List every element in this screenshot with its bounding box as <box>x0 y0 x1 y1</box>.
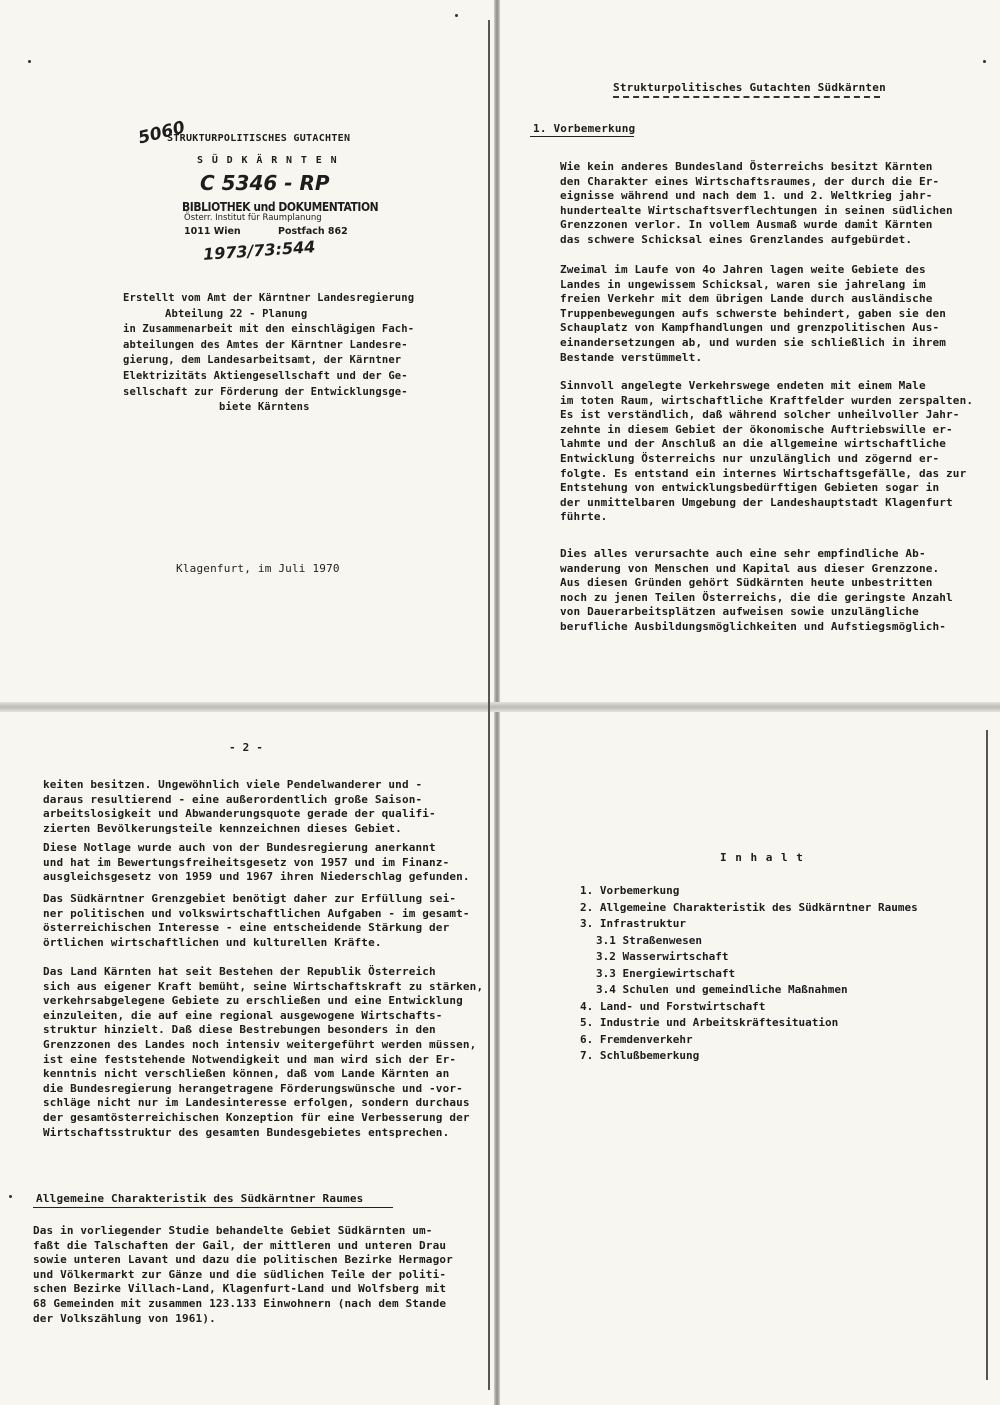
paragraph <box>43 892 470 950</box>
text-line: Das Land Kärnten hat seit Bestehen der Republik Österreich <box>43 965 436 978</box>
text-line: österreichischen Interesse - eine entscheidende Stärkung der <box>43 921 450 935</box>
call-number: C 5346 - RP <box>200 171 330 195</box>
paragraph <box>43 841 470 885</box>
text-line: Diese Notlage wurde auch von der Bundesregierung anerkannt <box>43 841 436 854</box>
text-line: einandersetzungen ab, und wurden sie schließlich in ihrem <box>560 335 947 349</box>
text-line: Truppenbewegungen aufs schwerste behindert, gaben sie den <box>560 306 947 320</box>
text-line: daraus resultierend - eine außerordentlich große Saison- <box>43 792 423 806</box>
paragraph <box>43 778 436 836</box>
paragraph <box>560 160 953 248</box>
page-number: - 2 - <box>229 741 264 754</box>
text-line: faßt die Talschaften der Gail, der mittleren und unteren Drau <box>33 1238 447 1252</box>
heading-underline <box>33 1207 393 1208</box>
title-line-1: STRUKTURPOLITISCHES GUTACHTEN <box>167 133 351 144</box>
text-line: ist eine feststehende Notwendigkeit und man wird sich der Er- <box>43 1052 457 1066</box>
text-line: keiten besitzen. Ungewöhnlich viele Pendelwanderer und - <box>43 778 423 791</box>
contents-heading: I n h a l t <box>720 851 804 864</box>
dust-speck <box>28 60 31 63</box>
text-line: Wie kein anderes Bundesland Österreichs besitzt Kärnten <box>560 160 933 173</box>
page-header: Strukturpolitisches Gutachten Südkärnten <box>613 81 886 94</box>
text-line: hundertealte Wirtschaftsverflechtungen in seinen südlichen <box>560 203 953 217</box>
text-line: kenntnis nicht verschließen können, daß vom Lande Kärnten an <box>43 1067 450 1081</box>
text-line: und Völkermarkt zur Gänze und die südlichen Teile der politi- <box>33 1267 447 1281</box>
text-line: Entstehung von entwicklungsbedürftigen Gebieten sogar in <box>560 481 940 495</box>
credits-line: biete Kärntens <box>219 401 310 414</box>
text-line: freien Verkehr mit dem übrigen Lande durch ausländische <box>560 292 933 306</box>
stamp-address: 1011 Wien <box>184 226 241 237</box>
credits-line: Abteilung 22 - Planung <box>165 307 308 320</box>
section-heading: 1. Vorbemerkung <box>533 122 636 135</box>
place-date: Klagenfurt, im Juli 1970 <box>176 562 340 575</box>
text-line: Es ist verständlich, daß während solcher unheilvoller Jahr- <box>560 408 960 422</box>
credits-line: Erstellt vom Amt der Kärntner Landesregierung <box>123 292 415 304</box>
text-line: zierten Bevölkerungsteile kennzeichnen dieses Gebiet. <box>43 821 402 835</box>
contents-item: 6. Fremdenverkehr <box>580 1032 693 1046</box>
contents-item: 3.1 Straßenwesen <box>596 933 702 947</box>
credits-line: in Zusammenarbeit mit den einschlägigen Fach- <box>123 323 415 336</box>
text-line: sich aus eigener Kraft bemüht, seine Wirtschaftskraft zu stärken, <box>43 979 484 993</box>
text-line: Entwicklung Österreichs nur unzulänglich und zögernd er- <box>560 451 940 465</box>
text-line: noch zu jenen Teilen Österreichs, die die geringste Anzahl <box>560 590 953 604</box>
text-line: ner politischen und volkswirtschaftlichen Aufgaben - im gesamt- <box>43 906 470 920</box>
stamp-po-box: Postfach 862 <box>278 226 348 237</box>
text-line: führte. <box>560 510 608 524</box>
dust-speck <box>455 14 458 17</box>
text-line: ausgleichsgesetz von 1959 und 1967 ihren Niederschlag gefunden. <box>43 870 470 884</box>
text-line: zehnte in diesem Gebiet der ökonomische Auftriebswille er- <box>560 422 953 436</box>
text-line: schläge nicht nur im Landesinteresse erfolgen, sondern durchaus <box>43 1096 470 1110</box>
text-line: lahmte und der Anschluß an die allgemeine wirtschaftliche <box>560 437 947 451</box>
text-line: verkehrsabgelegene Gebiete zu erschließen und eine Entwicklung <box>43 994 463 1008</box>
heading-underline <box>530 136 634 137</box>
text-line: Das in vorliegender Studie behandelte Gebiet Südkärnten um- <box>33 1224 433 1237</box>
text-line: von Dauerarbeitsplätzen aufweisen sowie unzulängliche <box>560 605 919 619</box>
text-line: Wirtschaftsstruktur des gesamten Bundesgebietes entsprechen. <box>43 1125 450 1139</box>
section-heading: Allgemeine Charakteristik des Südkärntner Raumes <box>36 1192 364 1205</box>
contents-item: 3.3 Energiewirtschaft <box>596 966 736 980</box>
text-line: den Charakter eines Wirtschaftsraumes, der durch die Er- <box>560 174 940 188</box>
text-line: die Bundesregierung herangetragene Förderungswünsche und -vor- <box>43 1081 463 1095</box>
dust-speck <box>9 1195 12 1198</box>
text-line: 68 Gemeinden mit zusammen 123.133 Einwohnern (nach dem Stande <box>33 1296 447 1310</box>
credits-block <box>123 291 414 416</box>
text-line: struktur hinzielt. Daß diese Bestrebungen besonders in den <box>43 1023 436 1037</box>
text-line: Das Südkärntner Grenzgebiet benötigt daher zur Erfüllung sei- <box>43 892 457 905</box>
text-line: arbeitslosigkeit und Abwanderungsquote gerade der qualifi- <box>43 807 436 821</box>
credits-line: gierung, dem Landesarbeitsamt, der Kärntner <box>123 354 402 367</box>
text-line: berufliche Ausbildungsmöglichkeiten und Aufstiegsmöglich- <box>560 619 947 633</box>
text-line: Sinnvoll angelegte Verkehrswege endeten mit einem Male <box>560 379 926 392</box>
text-line: Grenzzonen verlor. In vollem Ausmaß wurde damit Kärnten <box>560 218 933 232</box>
paragraph <box>560 263 946 365</box>
header-underline <box>613 96 880 98</box>
text-line: Landes in ungewissem Schicksal, waren sie jahrelang im <box>560 277 926 291</box>
text-line: Bestande verstümmelt. <box>560 350 703 364</box>
contents-item: 2. Allgemeine Charakteristik des Südkärntner Raumes <box>580 900 918 914</box>
text-line: der gesamtösterreichischen Konzeption für eine Verbesserung der <box>43 1110 470 1124</box>
contents-item: 7. Schlußbemerkung <box>580 1049 700 1062</box>
contents-item: 3. Infrastruktur <box>580 917 686 930</box>
paragraph <box>33 1224 453 1326</box>
contents-item: 3.4 Schulen und gemeindliche Maßnahmen <box>596 983 848 996</box>
contents-list <box>580 883 918 1065</box>
text-line: Dies alles verursachte auch eine sehr empfindliche Ab- <box>560 547 926 560</box>
text-line: eignisse während und nach dem 1. und 2. Weltkrieg jahr- <box>560 189 933 203</box>
library-stamp <box>182 199 379 245</box>
text-line: der Volkszählung von 1961). <box>33 1311 216 1325</box>
text-line: Zweimal im Laufe von 4o Jahren lagen weite Gebiete des <box>560 263 926 276</box>
text-line: wanderung von Menschen und Kapital aus dieser Grenzzone. <box>560 561 940 575</box>
text-line: im toten Raum, wirtschaftliche Kraftfelder wurden zerspalten. <box>560 393 974 407</box>
stamp-title: BIBLIOTHEK und DOKUMENTATION <box>182 199 379 214</box>
handwritten-number: 5060 <box>136 117 188 149</box>
text-line: sowie unteren Lavant und dazu die politischen Bezirke Hermagor <box>33 1253 453 1267</box>
text-line: Schauplatz von Kampfhandlungen und grenzpolitischen Aus- <box>560 321 940 335</box>
credits-line: sellschaft zur Förderung der Entwicklungsge- <box>123 385 408 398</box>
text-line: schen Bezirke Villach-Land, Klagenfurt-Land und Wolfsberg mit <box>33 1282 447 1296</box>
contents-item: 4. Land- und Forstwirtschaft <box>580 999 766 1013</box>
text-line: der unmittelbaren Umgebung der Landeshauptstadt Klagenfurt <box>560 495 953 509</box>
title-line-2: S Ü D K Ä R N T E N <box>197 155 338 166</box>
stamp-institution: Österr. Institut für Raumplanung <box>184 213 322 223</box>
contents-item: 3.2 Wasserwirtschaft <box>596 950 729 963</box>
handwritten-code: 1973/73:544 <box>202 237 316 264</box>
text-line: Aus diesen Gründen gehört Südkärnten heute unbestritten <box>560 576 933 590</box>
text-line: einzuleiten, die auf eine regional ausgewogene Wirtschafts- <box>43 1008 443 1022</box>
horizontal-fold <box>0 702 1000 712</box>
contents-item: 1. Vorbemerkung <box>580 884 680 897</box>
dust-speck <box>983 60 986 63</box>
text-line: Grenzzonen des Landes noch intensiv weitergeführt werden müssen, <box>43 1037 477 1051</box>
credits-line: abteilungen des Amtes der Kärntner Landesre- <box>123 338 408 351</box>
text-line: örtlichen wirtschaftlichen und kulturellen Kräfte. <box>43 935 382 949</box>
paragraph <box>560 379 973 525</box>
left-page-edge <box>488 20 490 1390</box>
contents-item: 5. Industrie und Arbeitskräftesituation <box>580 1016 839 1029</box>
text-line: folgte. Es entstand ein internes Wirtschaftsgefälle, das zur <box>560 466 967 480</box>
text-line: und hat im Bewertungsfreiheitsgesetz von 1957 und im Finanz- <box>43 855 450 869</box>
text-line: das schwere Schicksal eines Grenzlandes aufgebürdet. <box>560 232 913 246</box>
paragraph <box>43 965 483 1140</box>
right-page-edge <box>986 730 988 1380</box>
paragraph <box>560 547 953 635</box>
credits-line: Elektrizitäts Aktiengesellschaft und der Ge- <box>123 369 408 382</box>
